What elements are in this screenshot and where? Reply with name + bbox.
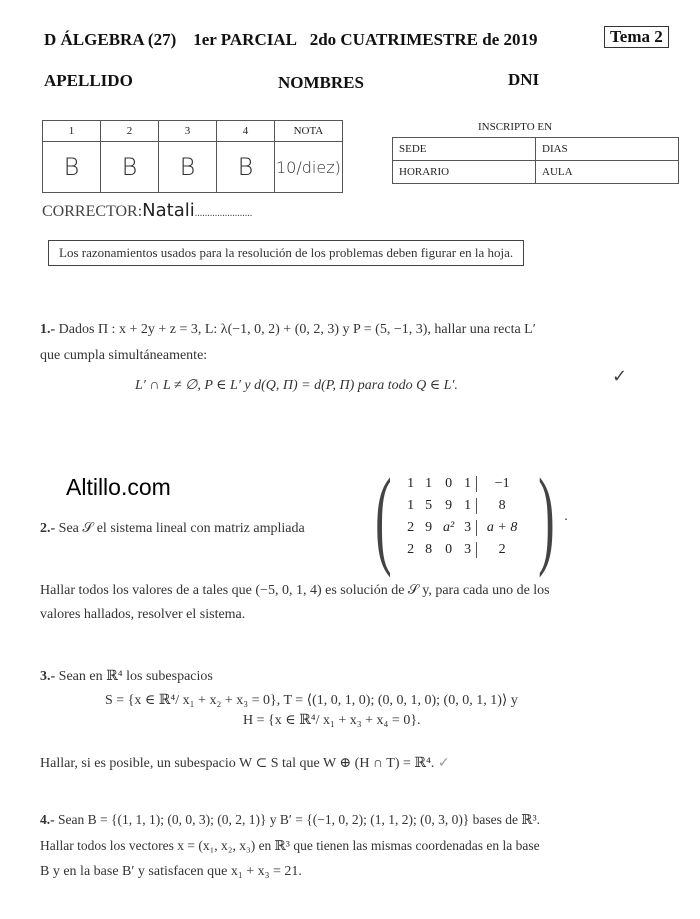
aula-label: AULA — [536, 161, 679, 184]
corrector-label: CORRECTOR: — [42, 203, 143, 220]
matrix-augmented-entry: a + 8 — [476, 520, 528, 536]
subspace-definition: H = {x ∈ ℝ⁴/ x₁ + x₃ + x₄ = 0}. — [243, 713, 421, 728]
question-text: Hallar todos los vectores x = (x₁, x₂, x₃) en ℝ³ que tienen las mismas coordenadas en la base — [40, 838, 540, 853]
question-text: Sean en ℝ⁴ los subespacios — [58, 669, 213, 684]
question-number: 3.- — [40, 669, 56, 684]
question-4 — [40, 812, 540, 828]
matrix-entry: 9 — [425, 520, 433, 535]
matrix-entry: a² — [443, 520, 455, 535]
question-text — [40, 755, 450, 772]
nombres-label: NOMBRES — [278, 73, 364, 92]
course-title: D ÁLGEBRA (27) — [44, 30, 177, 49]
tema-badge: Tema 2 — [604, 26, 669, 48]
exam-name: 1er PARCIAL — [193, 30, 297, 49]
inscripto-title: INSCRIPTO EN — [478, 121, 553, 133]
matrix-grid — [402, 476, 528, 558]
grade-header: 4 — [217, 121, 275, 142]
matrix-entry: 5 — [425, 498, 433, 513]
sede-label: SEDE — [393, 138, 536, 161]
check-mark-icon: ✓ — [612, 366, 628, 387]
matrix-entry: 0 — [445, 542, 453, 557]
matrix-entry: 8 — [425, 542, 433, 557]
matrix-entry: 1 — [464, 476, 472, 491]
grade-header: 3 — [159, 121, 217, 142]
question-text: B y en la base B′ y satisfacen que x₁ + x₃ = 21. — [40, 864, 302, 879]
question-text: Sean B = {(1, 1, 1); (0, 0, 3); (0, 2, 1)} y B′ = {(−1, 0, 2); (1, 1, 2); (0, 3, 0)} bases de ℝ³. — [58, 812, 541, 827]
question-text: Hallar, si es posible, un subespacio W ⊂ S tal que W ⊕ (H ∩ T) = ℝ⁴. — [40, 756, 435, 771]
term: 2do CUATRIMESTRE de 2019 — [309, 30, 538, 49]
matrix-entry: 3 — [464, 542, 472, 557]
question-number: 1.- — [40, 322, 56, 337]
question-text: Dados Π : x + 2y + z = 3, L: λ(−1, 0, 2) + (0, 2, 3) y P = (5, −1, 3), hallar una recta L′ — [58, 322, 536, 337]
grade-value: B — [43, 142, 101, 193]
grade-header: NOTA — [275, 121, 343, 142]
grade-header: 1 — [43, 121, 101, 142]
matrix-entry: 2 — [407, 542, 415, 557]
question-number: 2.- — [40, 521, 56, 536]
dias-label: DIAS — [536, 138, 679, 161]
grade-value: B — [159, 142, 217, 193]
apellido-label: APELLIDO — [44, 71, 133, 90]
inscripto-table — [392, 137, 679, 184]
horario-label: HORARIO — [393, 161, 536, 184]
dni-label: DNI — [508, 70, 540, 89]
exam-header — [44, 30, 538, 50]
matrix-entry: 0 — [445, 476, 453, 491]
question-1 — [40, 322, 536, 338]
matrix-entry: 1 — [464, 498, 472, 513]
check-mark-icon: ✓ — [437, 755, 450, 771]
corrector-dots: ....................... — [194, 208, 253, 219]
matrix-entry: 1 — [407, 498, 415, 513]
matrix-augmented-entry: −1 — [476, 476, 528, 492]
watermark: Altillo.com — [66, 474, 171, 500]
grade-value: B — [101, 142, 159, 193]
question-text: valores hallados, resolver el sistema. — [40, 607, 246, 622]
grades-table — [42, 120, 343, 193]
question-number: 4.- — [40, 812, 55, 827]
matrix-entry: 9 — [445, 498, 453, 513]
question-condition: L′ ∩ L ≠ ∅, P ∈ L′ y d(Q, Π) = d(P, Π) para todo Q ∈ L′. — [135, 378, 458, 393]
question-2 — [40, 521, 305, 537]
question-text: Hallar todos los valores de a tales que (−5, 0, 1, 4) es solución de 𝒮 y, para cada uno de los — [40, 583, 550, 598]
matrix-entry: 3 — [464, 520, 472, 535]
subspace-definition: S = {x ∈ ℝ⁴/ x₁ + x₂ + x₃ = 0}, T = ⟨(1, 0, 1, 0); (0, 0, 1, 0); (0, 0, 1, 1)⟩ y — [105, 693, 518, 708]
question-text: que cumpla simultáneamente: — [40, 348, 208, 363]
corrector-signature: Natali — [142, 200, 195, 221]
left-paren: ( — [375, 456, 392, 578]
grade-header: 2 — [101, 121, 159, 142]
final-grade: 10/diez) — [275, 142, 343, 193]
corrector-field — [42, 200, 252, 221]
matrix-augmented-entry: 8 — [476, 498, 528, 514]
matrix-augmented-entry: 2 — [476, 542, 528, 558]
question-3 — [40, 668, 213, 685]
matrix-entry: 2 — [407, 520, 415, 535]
notice-box: Los razonamientos usados para la resolución de los problemas deben figurar en la hoja. — [48, 240, 524, 266]
augmented-matrix: ( 1 1 0 1 −1 1 5 9 1 8 2 9 a² 3 a + 8 2 8 0 3 2 ) . — [375, 456, 568, 578]
matrix-entry: 1 — [407, 476, 415, 491]
question-text: Sea 𝒮 el sistema lineal con matriz ampliada — [58, 521, 305, 536]
grade-value: B — [217, 142, 275, 193]
matrix-entry: 1 — [425, 476, 433, 491]
right-paren: ) — [537, 456, 555, 578]
